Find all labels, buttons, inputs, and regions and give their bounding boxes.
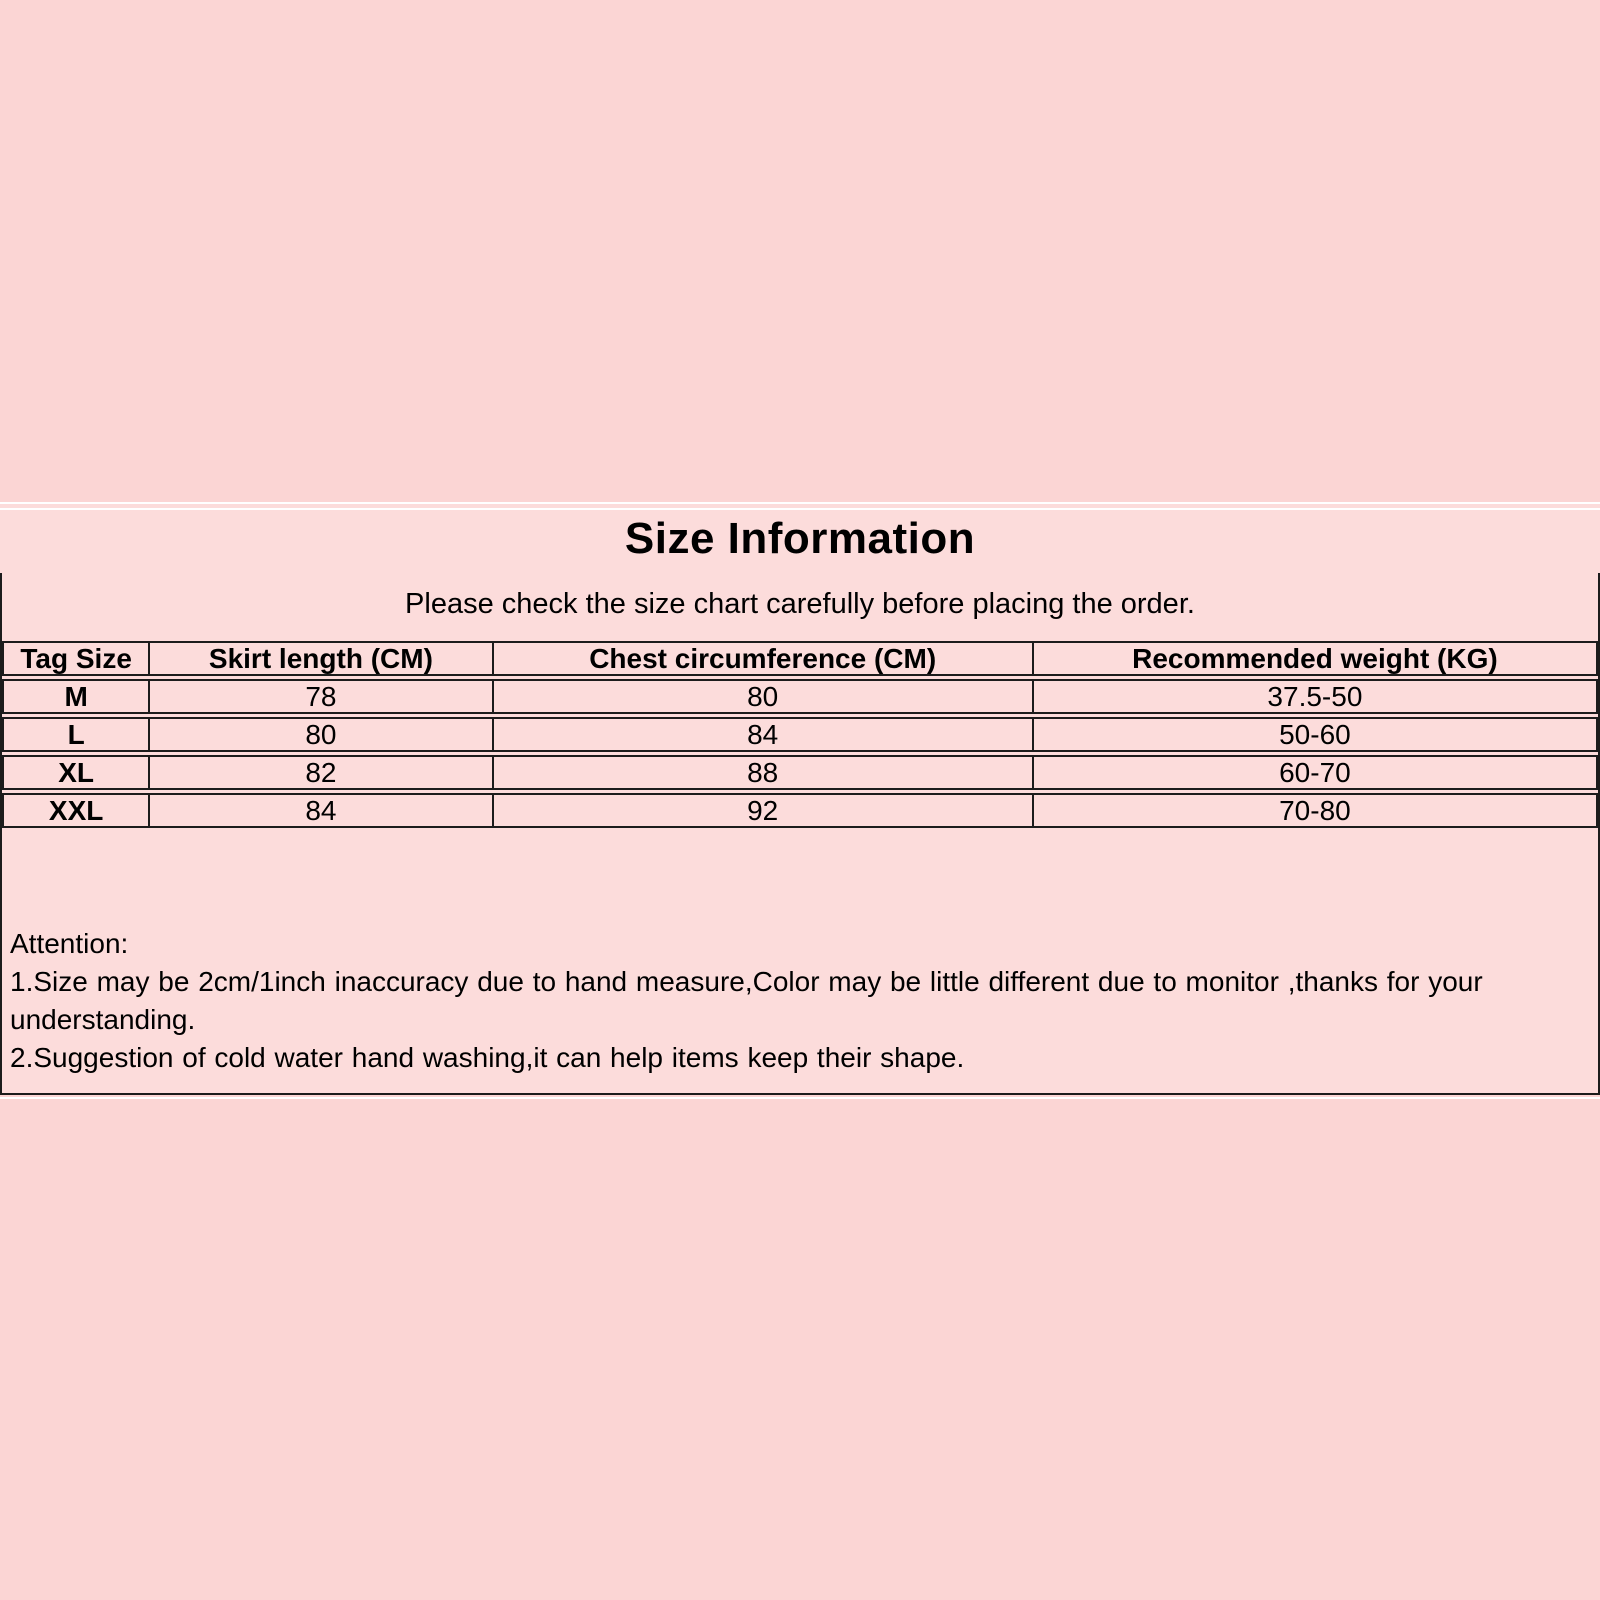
cell-weight: 50-60 xyxy=(1279,719,1351,750)
cell-tag: L xyxy=(4,719,150,750)
cell-chest: 88 xyxy=(494,757,1034,788)
header-skirt-length: Skirt length (CM) xyxy=(150,643,493,674)
table-row-xl xyxy=(2,755,1598,790)
cell-skirt-length: 78 xyxy=(150,681,493,712)
content-box xyxy=(0,573,1600,1095)
table-row-l xyxy=(2,717,1598,752)
table-row-m xyxy=(2,679,1598,714)
page-title: Size Information xyxy=(624,513,976,563)
cell-chest: 92 xyxy=(494,795,1034,826)
attention-block xyxy=(10,925,1594,1077)
cell-weight: 60-70 xyxy=(1279,757,1351,788)
cell-weight: 70-80 xyxy=(1279,795,1351,826)
attention-heading: Attention: xyxy=(10,928,129,959)
header-recommended-weight: Recommended weight (KG) xyxy=(1132,643,1498,674)
size-table xyxy=(2,641,1598,828)
cell-tag: M xyxy=(4,681,150,712)
subtitle-row xyxy=(2,573,1598,641)
cell-tag: XXL xyxy=(4,795,150,826)
header-chest-circumference: Chest circumference (CM) xyxy=(494,643,1034,674)
cell-chest: 80 xyxy=(494,681,1034,712)
title-row xyxy=(0,504,1600,573)
cell-weight: 37.5-50 xyxy=(1267,681,1363,712)
size-info-card xyxy=(0,502,1600,1095)
header-tag-size: Tag Size xyxy=(4,643,150,674)
page-subtitle: Please check the size chart carefully before placing the order. xyxy=(405,587,1195,620)
cell-skirt-length: 84 xyxy=(150,795,493,826)
attention-line: 1.Size may be 2cm/1inch inaccuracy due to hand measure,Color may be little different due to monitor ,thanks for your xyxy=(10,966,1483,997)
cell-skirt-length: 82 xyxy=(150,757,493,788)
attention-line: understanding. xyxy=(10,1004,196,1035)
cell-skirt-length: 80 xyxy=(150,719,493,750)
cell-tag: XL xyxy=(4,757,150,788)
attention-line: 2.Suggestion of cold water hand washing,it can help items keep their shape. xyxy=(10,1042,965,1073)
table-row-xxl xyxy=(2,793,1598,828)
cell-chest: 84 xyxy=(494,719,1034,750)
table-header-row xyxy=(2,641,1598,676)
